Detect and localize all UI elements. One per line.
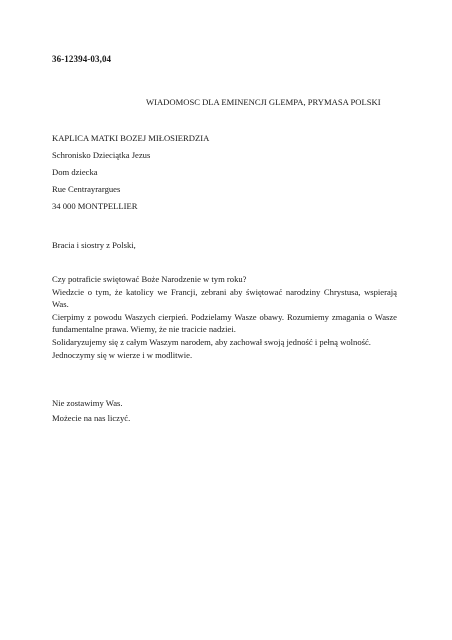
closing-line: Nie zostawimy Was. [52, 398, 123, 408]
closing-line: Możecie na nas liczyć. [52, 412, 131, 423]
closing-block [52, 396, 130, 425]
body-paragraph: Wiedzcie o tym, że katolicy we Francji, zebrani aby świętować narodziny Chrystusa, wspierają Was. [52, 286, 397, 310]
address-line: Schronisko Dzieciątka Jezus [52, 150, 151, 160]
address-line: KAPLICA MATKI BOZEJ MIŁOSIERDZIA [52, 133, 210, 143]
letter-body [52, 273, 397, 361]
body-paragraph: Cierpimy z powodu Waszych cierpień. Podzielamy Wasze obawy. Rozumiemy zmagania o Wasze fundamentalne prawa. Wiemy, że nie tracicie nadziei. [52, 311, 397, 335]
body-paragraph: Czy potraficie swiętować Boże Narodzenie w tym roku? [52, 274, 247, 284]
address-block [52, 130, 209, 215]
address-line: Rue Centrayrargues [52, 184, 121, 194]
address-line: Dom dziecka [52, 167, 98, 177]
greeting: Bracia i siostry z Polski, [52, 240, 136, 250]
document-heading: WIADOMOSC DLA EMINENCJI GLEMPA, PRYMASA POLSKI [146, 97, 381, 107]
document-reference-number: 36-12394-03,04 [52, 54, 112, 64]
address-line: 34 000 MONTPELLIER [52, 201, 138, 211]
body-paragraph: Solidaryzujemy się z całym Waszym narodem, aby zachował swoją jedność i pełną wolność. [52, 336, 371, 347]
body-paragraph: Jednoczymy się w wierze i w modlitwie. [52, 349, 193, 360]
